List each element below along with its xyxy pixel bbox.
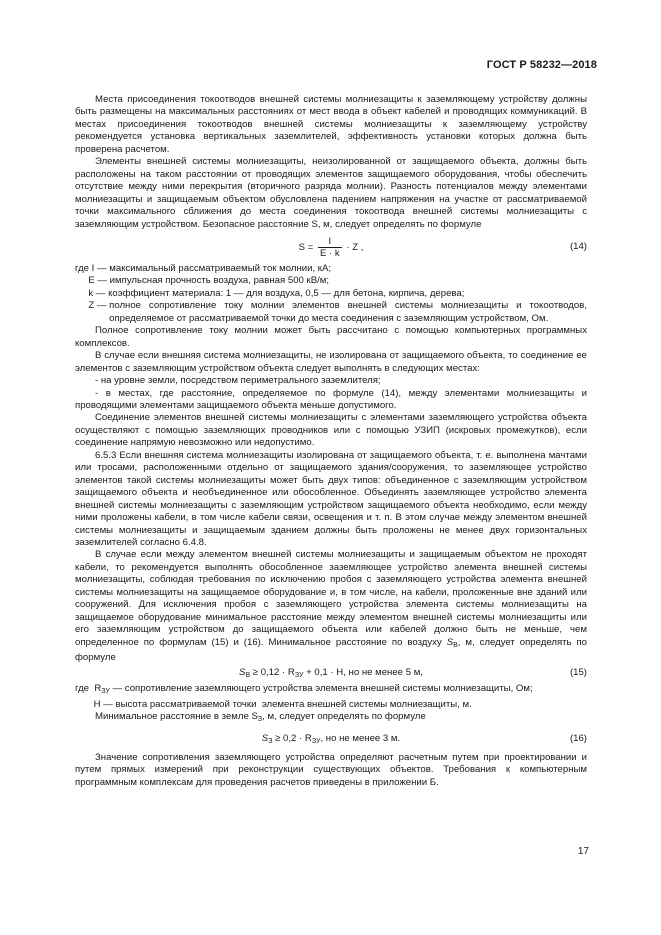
paragraph-7-text: В случае если между элементом внешней системы молниезащиты и защищаемым объектом не проходят кабели, то рекомендуется выполнять обособленное заземляющее устройство элемента внешней системы молниезащиты, соблюдая требования по исключению пробоя с заземляющего устройства элемента внешней системы молниезащиты на защищаемое оборудование и, в том числе, на кабели, проложенные вне зданий или сооружений. Для исключения пробоя с заземляющего устройства элемента системы молниезащиты на защищаемое оборудование минимальное расстояние между элементом внешней системы молниезащиты или его заземляющим устройством до защищаемого объекта или кабелей должно быть не меньше, чем определенное по формулам (15) и (16). Минимальное расстояние по воздуху [75,549,587,648]
legend-text: коэффициент материала: 1 — для воздуха, 0,5 — для бетона, кирпича, дерева; [108,287,465,299]
list-item-1: - на уровне земли, посредством периметрального заземлителя; [95,375,381,387]
formula-15-lhs: S [239,667,246,679]
legend-subscript: ЗУ [101,688,110,696]
formula-14-lhs: S = [298,242,314,254]
formula-16-mid: ≥ 0,2 · R [272,732,312,744]
formula-16-lhs: S [261,732,269,744]
formula-15-mid-subscript: ЗУ [294,672,304,680]
legend-text: импульсная прочность воздуха, равная 500 кВ/м; [109,275,330,287]
page-number: 17 [577,846,589,857]
paragraph-8-tail: , м, следует определять по формуле [262,711,426,723]
paragraph-2: Элементы внешней системы молниезащиты, неизолированной от защищаемого объекта, должны быть расположены на таком расстоянии от проводящих элементов защищаемого оборудования, чтобы обеспечить отсутствие между ними перекрытия (вторичного разряда молнии). Разность потенциалов между элементами молниезащиты и защищаемым объектом обусловлена падением напряжения на участке от рассматриваемой точки максимального сближения до места соединения токоотвода внешней системы молниезащиты с заземляющим устройством. Безопасное расстояние S, м, следует определять по формуле [75,156,587,230]
paragraph-7-subscript: В [453,641,458,649]
paragraph-7 [75,549,587,664]
paragraph-7-tail: , м, следует определять по формуле [75,636,587,664]
formula-14 [75,234,587,260]
formula-14-rhs: · Z , [346,242,364,254]
legend-row [75,288,587,300]
paragraph-8-text: Минимальное расстояние в земле S [95,711,258,723]
formula-15 [75,665,587,680]
paragraph-4: В случае если внешняя система молниезащиты, не изолирована от защищаемого объекта, то соединение ее элементов с заземляющим устройством объекта следует выполнять в следующих местах: [75,350,587,374]
formula-16-number: (16) [569,732,587,744]
legend-label: k — [75,287,106,299]
paragraph-9: Значение сопротивления заземляющего устройства определяют расчетным путем при проектировании и путем прямых измерений при реконструкции существующих объектов. Требования к компьютерным программным комплексам для проведения расчетов приведены в приложении Б. [75,751,587,788]
legend-row [75,263,587,275]
formula-15-legend-2: H — высота рассматриваемой точки элемента внешней системы молниезащиты, м. [75,698,472,710]
formula-15-legend-1 [75,683,587,698]
legend-label: где I — [75,262,107,274]
paragraph-1: Места присоединения токоотводов внешней системы молниезащиты к заземляющему устройству должны быть размещены на максимальных расстояниях от мест ввода в объект кабелей и проводящих коммуникаций. В местах присоединения токоотводов внешней системы молниезащиты к заземляющему устройству рекомендуется установка вертикальных заземлителей, эффективность установки которых должна быть проверена расчетом. [75,94,587,155]
paragraph-3: Полное сопротивление току молнии может быть рассчитано с помощью компьютерных программных комплексов. [75,325,587,349]
standard-header: ГОСТ Р 58232—2018 [486,59,597,71]
legend-label: где R [75,683,102,695]
paragraph-8-subscript: З [257,716,263,724]
paragraph-7-symbol: S [446,636,454,648]
formula-16-lhs-subscript: З [268,737,273,745]
formula-15-rest: + 0,1 · H, но не менее 5 м, [303,667,423,679]
formula-16-rest: , но не менее 3 м. [320,732,401,744]
paragraph-8 [75,711,587,726]
formula-15-number: (15) [569,667,587,679]
formula-16-mid-subscript: ЗУ [311,737,321,745]
formula-14-denominator: E · k [319,247,340,259]
list-item-2: - в местах, где расстояние, определяемое по формуле (14), между элементами молниезащиты и проводящими элементами защищаемого объекта меньше допустимого. [75,387,587,411]
formula-15-mid: ≥ 0,12 · R [250,667,295,679]
formula-16 [75,731,587,746]
formula-14-number: (14) [569,240,587,252]
paragraph-6: 6.5.3 Если внешняя система молниезащиты изолирована от защищаемого объекта, т. е. выполнена мачтами или тросами, расположенными отдельно от защищаемого здания/сооружения, то заземляющее устройство элементов такой системы молниезащиты может быть двух типов: объединенное с заземляющим устройством защищаемого объекта и необъединенное или обособленное. Объединять заземляющее устройство элемента внешней системы молниезащиты с заземляющим устройством защищаемого объекта необходимо, если между ними проложены кабели, в том числе кабели связи, освещения и т. п. В этом случае между элементом внешней системы молниезащиты и защищаемым зданием должны быть проложены не менее двух горизонтальных заземлителей согласно 6.4.8. [75,449,587,548]
document-body [75,94,587,789]
legend-row [75,300,587,325]
legend-text: — сопротивление заземляющего устройства элемента внешней системы молниезащиты, Ом; [109,683,533,695]
legend-text: максимальный рассматриваемый ток молнии, кА; [109,262,332,274]
formula-14-numerator: I [318,236,342,248]
legend-label: Z — [75,300,107,312]
legend-row [75,275,587,287]
formula-14-fraction [318,236,342,259]
legend-text: полное сопротивление току молнии элементов внешней системы молниезащиты и токоотводов, определяемое от рассматриваемой точки до места соединения с заземляющим устройством, Ом. [109,300,587,324]
formula-14-legend [75,263,587,325]
paragraph-5: Соединение элементов внешней системы молниезащиты с элементами заземляющего устройства объекта осуществляют с помощью заземляющих проводников или с помощью УЗИП (искровых промежутков), если соединение напрямую невозможно или недопустимо. [75,412,587,449]
legend-label: E — [75,275,107,287]
formula-15-lhs-subscript: В [245,672,251,680]
